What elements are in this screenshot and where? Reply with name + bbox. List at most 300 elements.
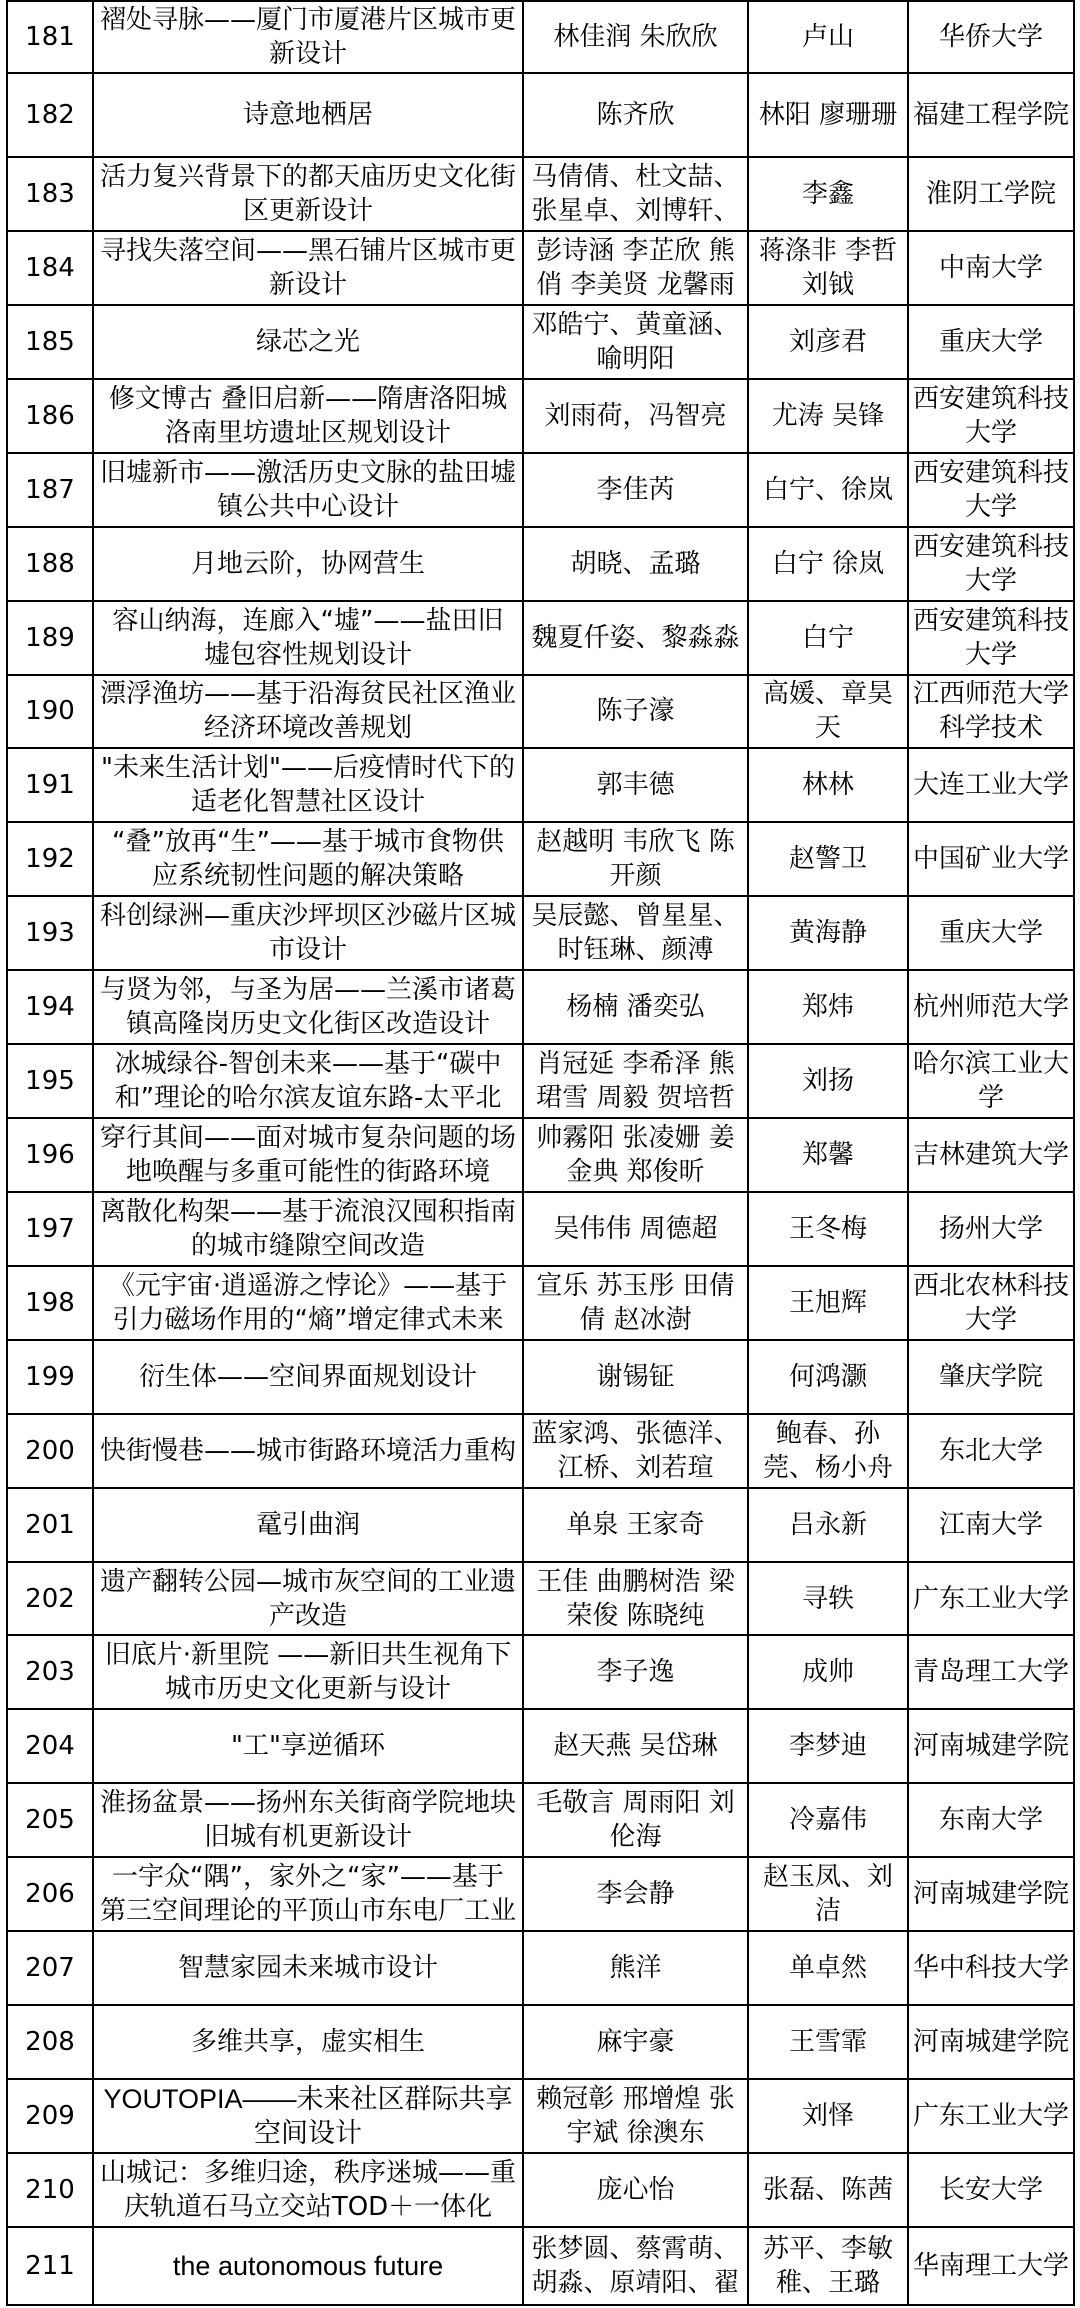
authors: 庞心怡 [596, 2174, 675, 2205]
authors: 魏夏仟姿、黎淼淼 [531, 622, 740, 653]
project-title-cell [93, 2227, 523, 2305]
table-row [7, 157, 1074, 231]
advisors-cell [748, 2227, 908, 2305]
row-number-cell [7, 1783, 93, 1857]
school: 华侨大学 [938, 21, 1043, 52]
school-cell [908, 1118, 1074, 1192]
school-cell [908, 1488, 1074, 1562]
project-title-cell [93, 601, 523, 675]
school: 扬州大学 [938, 1213, 1043, 1244]
row-number: 188 [25, 548, 75, 579]
project-title-cell [93, 1709, 523, 1783]
row-number-cell [7, 1340, 93, 1414]
school: 杭州师范大学 [913, 992, 1069, 1023]
advisors-cell [748, 231, 908, 305]
school: 广东工业大学 [913, 1583, 1069, 1614]
table-row [7, 2153, 1074, 2227]
school-cell [908, 157, 1074, 231]
table-row [7, 1266, 1074, 1340]
project-title-cell [93, 1340, 523, 1414]
project-title-cell [93, 305, 523, 379]
project-title-cell [93, 1192, 523, 1266]
school-cell [908, 2153, 1074, 2227]
advisors-cell [748, 1192, 908, 1266]
advisors: 单卓然 [788, 1953, 867, 1984]
table-row [7, 822, 1074, 896]
authors-cell [523, 1783, 748, 1857]
school-cell [908, 1857, 1074, 1931]
school-cell [908, 1709, 1074, 1783]
project-title: 山城记：多维归途，秩序迷城——重庆轨道石马立交站TOD＋一体化 [100, 2157, 516, 2222]
project-title: 快街慢巷——城市街路环境活力重构 [100, 1435, 516, 1466]
row-number-cell [7, 748, 93, 822]
table-row [7, 896, 1074, 970]
authors-cell [523, 305, 748, 379]
row-number: 187 [25, 474, 75, 505]
project-title-cell [93, 1635, 523, 1709]
advisors-cell [748, 73, 908, 157]
table-row [7, 1709, 1074, 1783]
authors-cell [523, 231, 748, 305]
row-number-cell [7, 1562, 93, 1636]
project-title-cell [93, 2079, 523, 2153]
advisors-cell [748, 1783, 908, 1857]
school: 肇庆学院 [938, 1361, 1043, 1392]
authors-cell [523, 1635, 748, 1709]
table-row [7, 1414, 1074, 1488]
project-title: 冰城绿谷-智创未来——基于“碳中和”理论的哈尔滨友谊东路-太平北 [114, 1049, 502, 1114]
authors-cell [523, 1931, 748, 2005]
authors-cell [523, 601, 748, 675]
authors: 邓皓宁、黄童涵、喻明阳 [531, 309, 740, 374]
advisors-cell [748, 305, 908, 379]
advisors: 苏平、李敏稚、王璐 [762, 2233, 893, 2298]
school-cell [908, 231, 1074, 305]
row-number-cell [7, 822, 93, 896]
school-cell [908, 1192, 1074, 1266]
row-number: 200 [25, 1435, 75, 1466]
project-title-cell [93, 2153, 523, 2227]
row-number: 201 [25, 1509, 75, 1540]
school-cell [908, 2079, 1074, 2153]
authors: 宣乐 苏玉彤 田倩倩 赵冰澍 [536, 1270, 735, 1335]
project-title-cell [93, 1414, 523, 1488]
row-number: 191 [25, 770, 75, 801]
advisors-cell [748, 1414, 908, 1488]
advisors: 郑炜 [801, 992, 854, 1023]
table-row [7, 1931, 1074, 2005]
advisors-cell [748, 1635, 908, 1709]
authors: 李子逸 [596, 1657, 675, 1688]
advisors-cell [748, 822, 908, 896]
row-number: 192 [25, 844, 75, 875]
row-number-cell [7, 1857, 93, 1931]
advisors: 王旭辉 [788, 1287, 867, 1318]
row-number-cell [7, 1488, 93, 1562]
advisors-cell [748, 2005, 908, 2079]
row-number-cell [7, 379, 93, 453]
authors: 李会静 [596, 1879, 675, 1910]
school-cell [908, 73, 1074, 157]
advisors: 张磊、陈茜 [762, 2174, 893, 2205]
advisors-cell [748, 1044, 908, 1118]
table-row [7, 2079, 1074, 2153]
school: 河南城建学院 [913, 1879, 1069, 1910]
row-number-cell [7, 73, 93, 157]
table-row [7, 1857, 1074, 1931]
school: 东南大学 [938, 1805, 1043, 1836]
advisors-cell [748, 1709, 908, 1783]
authors-cell [523, 453, 748, 527]
advisors: 刘彦君 [788, 326, 867, 357]
project-title: 遗产翻转公园—城市灰空间的工业遗产改造 [100, 1566, 516, 1631]
row-number: 195 [25, 1066, 75, 1097]
advisors-cell [748, 1340, 908, 1414]
authors-cell [523, 2005, 748, 2079]
school: 长安大学 [938, 2174, 1043, 2205]
row-number-cell [7, 2079, 93, 2153]
authors-cell [523, 970, 748, 1044]
advisors-cell [748, 1931, 908, 2005]
project-title: 一宇众“隅”，家外之“家”——基于第三空间理论的平顶山市东电厂工业 [100, 1862, 516, 1927]
table-row [7, 601, 1074, 675]
school: 大连工业大学 [913, 770, 1069, 801]
row-number-cell [7, 527, 93, 601]
authors: 陈子濠 [596, 696, 675, 727]
row-number-cell [7, 2153, 93, 2227]
advisors: 王雪霏 [788, 2027, 867, 2058]
school-cell [908, 970, 1074, 1044]
row-number: 198 [25, 1287, 75, 1318]
table-row [7, 231, 1074, 305]
school: 江西师范大学科学技术 [913, 679, 1069, 744]
advisors: 白宁 [801, 622, 854, 653]
project-title: 淮扬盆景——扬州东关街商学院地块旧城有机更新设计 [100, 1788, 516, 1853]
school: 西安建筑科技大学 [913, 457, 1069, 522]
row-number-cell [7, 157, 93, 231]
advisors: 白宁 徐岚 [771, 548, 885, 579]
school-cell [908, 1414, 1074, 1488]
row-number: 190 [25, 696, 75, 727]
authors: 肖冠延 李希泽 熊珺雪 周毅 贺培哲 [536, 1049, 735, 1114]
row-number-cell [7, 675, 93, 749]
project-title-cell [93, 453, 523, 527]
row-number: 196 [25, 1139, 75, 1170]
school: 西北农林科技大学 [913, 1270, 1069, 1335]
authors-cell [523, 379, 748, 453]
advisors-cell [748, 453, 908, 527]
project-title-cell [93, 1931, 523, 2005]
project-title: 寻找失落空间——黑石铺片区城市更新设计 [100, 235, 516, 300]
school-cell [908, 822, 1074, 896]
authors: 李佳芮 [596, 474, 675, 505]
project-title-cell [93, 1783, 523, 1857]
row-number-cell [7, 1044, 93, 1118]
school-cell [908, 748, 1074, 822]
school: 河南城建学院 [913, 1731, 1069, 1762]
row-number: 211 [25, 2250, 75, 2281]
advisors: 刘怿 [801, 2100, 854, 2131]
project-title-cell [93, 379, 523, 453]
authors-cell [523, 675, 748, 749]
table-row [7, 1, 1074, 73]
school: 西安建筑科技大学 [913, 531, 1069, 596]
authors: 林佳润 朱欣欣 [553, 21, 718, 52]
school-cell [908, 1783, 1074, 1857]
school-cell [908, 601, 1074, 675]
advisors-cell [748, 527, 908, 601]
project-title-cell [93, 822, 523, 896]
project-title: 智慧家园未来城市设计 [177, 1953, 438, 1984]
project-title: 衍生体——空间界面规划设计 [138, 1361, 477, 1392]
authors: 王佳 曲鹏树浩 梁荣俊 陈晓纯 [536, 1566, 735, 1631]
project-title-cell [93, 1266, 523, 1340]
school: 东北大学 [938, 1435, 1043, 1466]
project-title: 旧墟新市——激活历史文脉的盐田墟镇公共中心设计 [100, 457, 516, 522]
project-title: 鼋引曲润 [255, 1509, 360, 1540]
authors: 马倩倩、杜文喆、张星卓、刘博轩、 [531, 162, 740, 226]
authors: 麻宇豪 [596, 2027, 675, 2058]
table-row [7, 1192, 1074, 1266]
school: 中南大学 [938, 252, 1043, 283]
project-title-cell [93, 1488, 523, 1562]
authors: 吴伟伟 周德超 [553, 1213, 718, 1244]
table-row [7, 2005, 1074, 2079]
row-number-cell [7, 1931, 93, 2005]
row-number: 210 [25, 2174, 75, 2205]
project-title: 绿芯之光 [255, 326, 360, 357]
authors: 张梦圆、蔡霄萌、胡淼、原靖阳、翟 [531, 2233, 740, 2298]
authors-cell [523, 73, 748, 157]
project-title: 离散化构架——基于流浪汉囤积指南的城市缝隙空间改造 [100, 1196, 516, 1261]
authors: 吴辰懿、曾星星、时钰琳、颜溥 [531, 901, 740, 966]
advisors-cell [748, 601, 908, 675]
row-number-cell [7, 305, 93, 379]
authors-cell [523, 2079, 748, 2153]
school: 重庆大学 [938, 918, 1043, 949]
row-number: 203 [25, 1657, 75, 1688]
authors-cell [523, 157, 748, 231]
row-number-cell [7, 453, 93, 527]
row-number-cell [7, 2227, 93, 2305]
row-number-cell [7, 1709, 93, 1783]
row-number-cell [7, 896, 93, 970]
project-title: 科创绿洲—重庆沙坪坝区沙磁片区城市设计 [100, 901, 516, 966]
row-number: 202 [25, 1583, 75, 1614]
authors: 刘雨荷，冯智亮 [544, 400, 727, 431]
table-row [7, 675, 1074, 749]
table-row [7, 527, 1074, 601]
project-title-cell [93, 1562, 523, 1636]
school-cell [908, 2227, 1074, 2305]
school-cell [908, 1266, 1074, 1340]
table-row [7, 970, 1074, 1044]
advisors: 蒋涤非 李哲 刘钺 [758, 235, 898, 300]
advisors-cell [748, 2079, 908, 2153]
project-title: "未来生活计划"——后疫情时代下的适老化智慧社区设计 [101, 753, 515, 818]
school: 福建工程学院 [913, 99, 1069, 130]
school-cell [908, 1562, 1074, 1636]
school-cell [908, 1340, 1074, 1414]
table-row [7, 1340, 1074, 1414]
table-row [7, 379, 1074, 453]
project-title: 褶处寻脉——厦门市厦港片区城市更新设计 [100, 4, 516, 69]
school-cell [908, 1635, 1074, 1709]
school-cell [908, 1, 1074, 73]
authors-cell [523, 2153, 748, 2227]
advisors: 鲍春、孙莞、杨小舟 [762, 1418, 893, 1483]
authors: 帅霧阳 张凌姗 姜金典 郑俊昕 [536, 1122, 735, 1187]
row-number: 193 [25, 918, 75, 949]
table-row [7, 1783, 1074, 1857]
authors-cell [523, 1709, 748, 1783]
authors: 杨楠 潘奕弘 [566, 992, 705, 1023]
school: 华中科技大学 [913, 1953, 1069, 1984]
authors: 单泉 王家奇 [566, 1509, 705, 1540]
project-title: 漂浮渔坊——基于沿海贫民社区渔业经济环境改善规划 [100, 679, 516, 744]
authors: 胡晓、孟璐 [570, 548, 701, 579]
project-title: “叠”放再“生”——基于城市食物供应系统韧性问题的解决策略 [112, 827, 504, 892]
row-number-cell [7, 1118, 93, 1192]
row-number: 199 [25, 1361, 75, 1392]
authors-cell [523, 1266, 748, 1340]
school: 西安建筑科技大学 [913, 383, 1069, 448]
advisors-cell [748, 379, 908, 453]
school-cell [908, 2005, 1074, 2079]
authors-cell [523, 896, 748, 970]
project-title: 月地云阶，协网营生 [190, 548, 425, 579]
school-cell [908, 675, 1074, 749]
project-title: 与贤为邻，与圣为居——兰溪市诸葛镇高隆岗历史文化街区改造设计 [100, 975, 516, 1040]
authors: 郭丰德 [596, 770, 675, 801]
authors-cell [523, 1340, 748, 1414]
row-number: 205 [25, 1805, 75, 1836]
school-cell [908, 1044, 1074, 1118]
row-number-cell [7, 231, 93, 305]
school-cell [908, 896, 1074, 970]
advisors-cell [748, 1562, 908, 1636]
row-number: 183 [25, 179, 75, 209]
school: 江南大学 [938, 1509, 1043, 1540]
project-title-cell [93, 2005, 523, 2079]
awards-table [6, 0, 1075, 2306]
advisors: 尤涛 吴锋 [771, 400, 885, 431]
authors: 陈齐欣 [596, 99, 675, 130]
project-title-cell [93, 970, 523, 1044]
row-number-cell [7, 1266, 93, 1340]
project-title: 容山纳海，连廊入“墟”——盐田旧墟包容性规划设计 [112, 605, 504, 670]
row-number-cell [7, 601, 93, 675]
school-cell [908, 453, 1074, 527]
school: 吉林建筑大学 [913, 1139, 1069, 1170]
table-row [7, 1488, 1074, 1562]
advisors: 冷嘉伟 [788, 1805, 867, 1836]
authors: 毛敬言 周雨阳 刘伦海 [536, 1788, 735, 1853]
advisors: 白宁、徐岚 [762, 474, 893, 505]
row-number: 204 [25, 1731, 75, 1762]
project-title-cell [93, 675, 523, 749]
row-number-cell [7, 970, 93, 1044]
table-row [7, 453, 1074, 527]
row-number: 185 [25, 326, 75, 357]
authors: 彭诗涵 李芷欣 熊俏 李美贤 龙馨雨 [536, 235, 735, 300]
authors-cell [523, 1044, 748, 1118]
advisors: 林林 [801, 770, 854, 801]
authors-cell [523, 1857, 748, 1931]
row-number: 206 [25, 1879, 75, 1910]
advisors-cell [748, 1118, 908, 1192]
table-row [7, 2227, 1074, 2305]
project-title-cell [93, 1, 523, 73]
table-row [7, 305, 1074, 379]
row-number: 197 [25, 1213, 75, 1244]
row-number: 208 [25, 2027, 75, 2058]
advisors: 李梦迪 [788, 1731, 867, 1762]
project-title-cell [93, 748, 523, 822]
school-cell [908, 305, 1074, 379]
advisors: 何鸿灏 [788, 1361, 867, 1392]
project-title-cell [93, 231, 523, 305]
authors: 赵天燕 吴岱琳 [553, 1731, 718, 1762]
school-cell [908, 1931, 1074, 2005]
advisors: 黄海静 [788, 918, 867, 949]
row-number: 182 [25, 99, 75, 130]
authors-cell [523, 1488, 748, 1562]
advisors-cell [748, 970, 908, 1044]
advisors: 成帅 [801, 1657, 854, 1688]
advisors: 王冬梅 [788, 1213, 867, 1244]
school: 中国矿业大学 [913, 844, 1069, 875]
project-title-cell [93, 527, 523, 601]
advisors: 李鑫 [801, 179, 854, 209]
school-cell [908, 379, 1074, 453]
project-title-cell [93, 1044, 523, 1118]
advisors-cell [748, 1266, 908, 1340]
table-body [7, 1, 1074, 2305]
advisors: 赵警卫 [788, 844, 867, 875]
table-row [7, 1562, 1074, 1636]
project-title: YOUTOPIA——未来社区群际共享空间设计 [103, 2083, 513, 2148]
advisors-cell [748, 675, 908, 749]
school-cell [908, 527, 1074, 601]
project-title: 活力复兴背景下的都天庙历史文化街区更新设计 [100, 162, 516, 226]
project-title-cell [93, 1118, 523, 1192]
advisors-cell [748, 1, 908, 73]
row-number-cell [7, 1192, 93, 1266]
advisors-cell [748, 2153, 908, 2227]
advisors: 卢山 [801, 21, 854, 52]
authors: 谢锡钲 [596, 1361, 675, 1392]
school: 广东工业大学 [913, 2100, 1069, 2131]
project-title: "工"享逆循环 [231, 1731, 385, 1762]
advisors: 赵玉凤、刘洁 [762, 1862, 893, 1927]
row-number: 186 [25, 400, 75, 431]
row-number-cell [7, 1635, 93, 1709]
table-row [7, 1044, 1074, 1118]
authors-cell [523, 822, 748, 896]
advisors-cell [748, 1857, 908, 1931]
advisors: 郑馨 [801, 1139, 854, 1170]
authors-cell [523, 1414, 748, 1488]
row-number: 207 [25, 1953, 75, 1984]
row-number: 184 [25, 252, 75, 283]
school: 青岛理工大学 [913, 1657, 1069, 1688]
project-title: 多维共享，虚实相生 [190, 2027, 425, 2058]
school: 河南城建学院 [913, 2027, 1069, 2058]
table-row [7, 748, 1074, 822]
authors: 赖冠彰 邢增煌 张宇斌 徐澳东 [536, 2083, 735, 2148]
advisors-cell [748, 896, 908, 970]
